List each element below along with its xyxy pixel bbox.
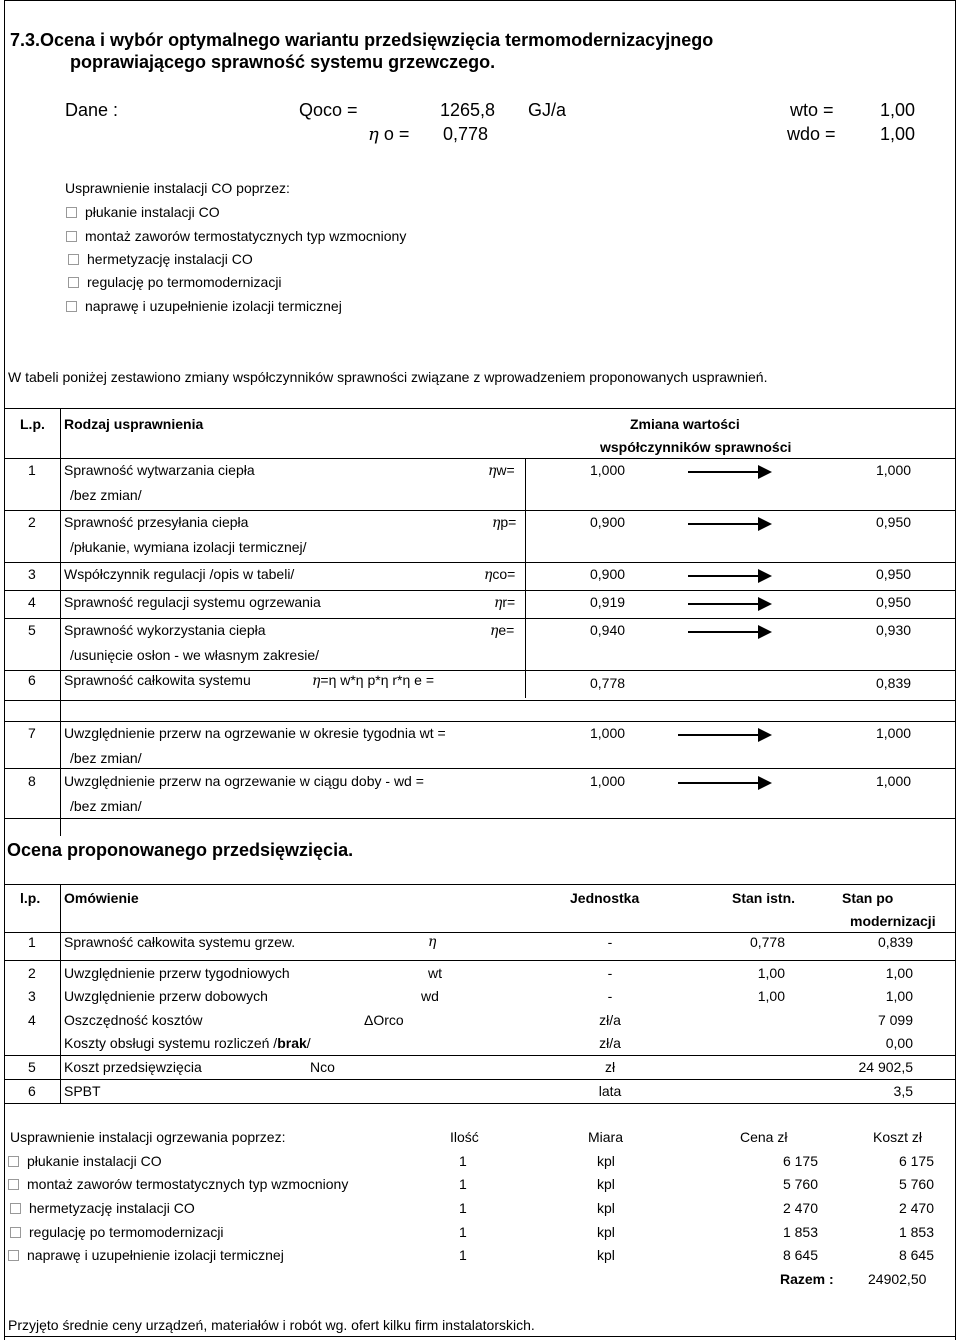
cost-price: 2 470: [782, 1200, 818, 1216]
row-lp: 6: [28, 672, 36, 688]
row-lp: 7: [28, 725, 36, 741]
table1-row-line: [5, 590, 955, 591]
arrow-icon: [678, 782, 768, 784]
frame-bottom: [4, 1336, 956, 1337]
symbol-text: p=: [500, 514, 517, 530]
ocena-head-stan-po2: modernizacji: [850, 913, 936, 929]
ocena-name-text: Uwzględnienie przerw tygodniowych: [64, 965, 290, 981]
footer-note: Przyjęto średnie ceny urządzeń, materiałów i robót wg. ofert kilku firm instalatorskich.: [8, 1317, 535, 1333]
ocena-name-text: Uwzględnienie przerw dobowych: [64, 988, 268, 1004]
row-after: 0,950: [876, 514, 912, 530]
checkbox-icon: [66, 207, 77, 218]
row-before: 0,919: [590, 594, 626, 610]
ocena-row-lp: 1: [28, 934, 36, 950]
ocena-name-text: Koszt przedsięwzięcia: [64, 1059, 202, 1075]
ocena-row-po: 3,5: [893, 1083, 913, 1099]
ocena-row-symbol: Nco: [310, 1059, 335, 1075]
row-before: 1,000: [590, 725, 626, 741]
symbol-text: e=: [498, 622, 515, 638]
table1-head-zmiana: Zmiana wartości: [630, 416, 740, 432]
table1-head-zmiana2: współczynników sprawności: [600, 439, 792, 455]
cost-qty: 1: [459, 1200, 467, 1216]
arrow-icon: [678, 734, 768, 736]
cost-qty: 1: [459, 1224, 467, 1240]
eta-symbol: η: [490, 623, 499, 639]
ocena-row-name: [64, 934, 295, 950]
eta-o-label: [368, 124, 409, 145]
table1-row-line: [5, 458, 955, 459]
ocena-row-po: 24 902,5: [858, 1059, 913, 1075]
qoco-label: Qoco =: [299, 100, 358, 120]
eta-o-text: o =: [383, 124, 410, 144]
table1-col-divider: [60, 408, 61, 836]
cost-total: 5 760: [898, 1176, 934, 1192]
ocena-row-po: 1,00: [885, 988, 913, 1004]
eta-symbol: η: [488, 463, 497, 479]
row-symbol: [488, 462, 515, 479]
cost-price: 5 760: [782, 1176, 818, 1192]
row-lp: 4: [28, 594, 36, 610]
ocena-row-unit: zł/a: [599, 1012, 621, 1028]
cost-item: [8, 1176, 348, 1192]
cost-unit: kpl: [597, 1200, 615, 1216]
ocena-heading: Ocena proponowanego przedsięwzięcia.: [7, 840, 354, 860]
row-name: Współczynnik regulacji /opis w tabeli/: [64, 566, 295, 582]
row-name: Sprawność przesyłania ciepła: [64, 514, 249, 530]
cost-item: [10, 1200, 195, 1216]
section-title-line2: poprawiającego sprawność systemu grzewczego.: [70, 52, 496, 72]
row-lp: 1: [28, 462, 36, 478]
row-after: 0,930: [876, 622, 912, 638]
wto-value: 1,00: [880, 100, 916, 120]
formula-text: =η w*η p*η r*η e =: [320, 672, 435, 688]
row-note: /bez zmian/: [70, 798, 142, 814]
eta-symbol: η: [492, 515, 501, 531]
improvement-item: [66, 228, 406, 244]
cost-unit: kpl: [597, 1176, 615, 1192]
row-lp: 2: [28, 514, 36, 530]
cost-qty: 1: [459, 1153, 467, 1169]
table1-head-lp: L.p.: [20, 416, 45, 432]
cost-item: [10, 1224, 224, 1240]
row-before: 0,900: [590, 566, 626, 582]
ocena-row-istn: 0,778: [749, 934, 785, 950]
row-before: 0,778: [590, 675, 626, 691]
row-after: 1,000: [876, 725, 912, 741]
ocena-row-name: [64, 1035, 311, 1051]
eta-symbol: η: [368, 124, 379, 145]
row-after: 0,839: [876, 675, 912, 691]
ocena-row-istn: 1,00: [757, 965, 785, 981]
costs-total-value: 24902,50: [868, 1271, 927, 1287]
improvements-heading: Usprawnienie instalacji CO poprzez:: [65, 180, 290, 196]
ocena-row-lp: 4: [28, 1012, 36, 1028]
cost-item: [8, 1247, 284, 1263]
improvement-item: [66, 204, 220, 220]
cost-price: 6 175: [782, 1153, 818, 1169]
frame-right: [955, 0, 956, 1340]
row-formula: [312, 672, 434, 689]
row-after: 0,950: [876, 594, 912, 610]
ocena-row-unit: lata: [598, 1083, 622, 1099]
row-note: /płukanie, wymiana izolacji termicznej/: [70, 539, 307, 555]
row-after: 1,000: [876, 462, 912, 478]
ocena-row-name: [64, 965, 290, 981]
row-name: Uwzględnienie przerw na ogrzewanie w ciągu doby - wd =: [64, 773, 424, 789]
ocena-name-text: Oszczędność kosztów: [64, 1012, 203, 1028]
ocena-head-lp: l.p.: [20, 890, 41, 906]
row-name: Sprawność wytwarzania ciepła: [64, 462, 255, 478]
cost-unit: kpl: [597, 1153, 615, 1169]
cost-unit: kpl: [597, 1247, 615, 1263]
qoco-value: 1265,8: [440, 100, 496, 120]
ocena-name-tail: /: [306, 1035, 311, 1051]
cost-total: 6 175: [898, 1153, 934, 1169]
ocena-row-lp: 5: [28, 1059, 36, 1075]
ocena-row-line: [5, 960, 955, 961]
checkbox-icon: [10, 1203, 21, 1214]
costs-head-name: Usprawnienie instalacji ogrzewania poprzez:: [10, 1129, 286, 1145]
costs-head-cena: Cena zł: [740, 1129, 788, 1145]
checkbox-icon: [66, 231, 77, 242]
eta-symbol: η: [484, 567, 493, 583]
frame-top: [4, 0, 956, 1]
ocena-row-lp: 2: [28, 965, 36, 981]
improvement-item: [68, 251, 253, 267]
cost-unit: kpl: [597, 1224, 615, 1240]
row-lp: 8: [28, 773, 36, 789]
eta-o-value: 0,778: [443, 124, 489, 144]
table1-row-line: [5, 670, 955, 671]
table1-row-line: [5, 768, 955, 769]
row-lp: 5: [28, 622, 36, 638]
ocena-row-symbol: ΔOrco: [364, 1012, 404, 1028]
table1-row-line: [5, 618, 955, 619]
dane-label: Dane :: [65, 100, 119, 120]
table1-sym-divider: [525, 458, 526, 698]
ocena-name-text: SPBT: [64, 1083, 101, 1099]
improvement-label: montaż zaworów termostatycznych typ wzmocniony: [85, 228, 407, 244]
wdo-label: wdo =: [787, 124, 836, 144]
improvement-item: [66, 298, 342, 314]
table1-top-border: [5, 408, 955, 409]
ocena-row-unit: zł/a: [599, 1035, 621, 1051]
ocena-row-name: [64, 988, 268, 1004]
arrow-icon: [688, 603, 768, 605]
ocena-name-bold: brak: [277, 1035, 307, 1051]
cost-item: [8, 1153, 162, 1169]
row-note: /bez zmian/: [70, 487, 142, 503]
table1-row-line: [5, 700, 955, 701]
table1-row-line: [5, 721, 955, 722]
improvement-label: płukanie instalacji CO: [85, 204, 220, 220]
ocena-row-unit: zł: [604, 1059, 616, 1075]
checkbox-icon: [8, 1156, 19, 1167]
checkbox-icon: [66, 301, 77, 312]
improvement-item: [68, 274, 282, 290]
ocena-row-unit: -: [607, 965, 613, 981]
cost-item-label: regulację po termomodernizacji: [29, 1224, 224, 1240]
cost-price: 1 853: [782, 1224, 818, 1240]
cost-item-label: płukanie instalacji CO: [27, 1153, 162, 1169]
symbol-text: co=: [492, 566, 516, 582]
row-after: 1,000: [876, 773, 912, 789]
ocena-row-istn: 1,00: [757, 988, 785, 1004]
eta-symbol: η: [494, 595, 503, 611]
cost-price: 8 645: [782, 1247, 818, 1263]
ocena-row-po: 0,00: [885, 1035, 913, 1051]
row-symbol: [494, 594, 515, 611]
ocena-head-stan-istn: Stan istn.: [732, 890, 796, 906]
ocena-row-lp: 3: [28, 988, 36, 1004]
cost-total: 2 470: [898, 1200, 934, 1216]
table1-row-line: [5, 510, 955, 511]
ocena-head-omowienie: Omówienie: [64, 890, 139, 906]
row-before: 1,000: [590, 462, 626, 478]
row-symbol: [492, 514, 516, 531]
table1-head-rodzaj: Rodzaj usprawnienia: [64, 416, 204, 432]
ocena-row-line: [5, 1055, 955, 1056]
checkbox-icon: [8, 1250, 19, 1261]
costs-head-ilosc: Ilość: [450, 1129, 479, 1145]
cost-item-label: montaż zaworów termostatycznych typ wzmocniony: [27, 1176, 349, 1192]
ocena-row-symbol: wt: [428, 965, 442, 981]
wto-label: wto =: [790, 100, 834, 120]
arrow-icon: [688, 575, 768, 577]
checkbox-icon: [10, 1227, 21, 1238]
ocena-row-po: 1,00: [885, 965, 913, 981]
row-name: Sprawność regulacji systemu ogrzewania: [64, 594, 321, 610]
ocena-row-name: [64, 1059, 202, 1075]
cost-total: 8 645: [898, 1247, 934, 1263]
costs-head-miara: Miara: [588, 1129, 624, 1145]
ocena-row-symbol: wd: [421, 988, 439, 1004]
improvement-label: regulację po termomodernizacji: [87, 274, 282, 290]
arrow-icon: [688, 523, 768, 525]
row-before: 0,940: [590, 622, 626, 638]
ocena-row-unit: -: [607, 988, 613, 1004]
improvement-label: hermetyzację instalacji CO: [87, 251, 253, 267]
symbol-text: r=: [502, 594, 516, 610]
row-after: 0,950: [876, 566, 912, 582]
ocena-row-unit: -: [607, 934, 613, 950]
ocena-row-name: [64, 1083, 101, 1099]
table1-row-line: [5, 562, 955, 563]
cost-qty: 1: [459, 1247, 467, 1263]
wdo-value: 1,00: [880, 124, 916, 144]
row-name: Sprawność całkowita systemu: [64, 672, 251, 688]
row-note: /usunięcie osłon - we własnym zakresie/: [70, 647, 319, 663]
symbol-text: w=: [496, 462, 515, 478]
cost-total: 1 853: [898, 1224, 934, 1240]
ocena-top-border: [5, 884, 955, 885]
costs-head-koszt: Koszt zł: [873, 1129, 923, 1145]
row-lp: 3: [28, 566, 36, 582]
row-before: 0,900: [590, 514, 626, 530]
ocena-row-line: [5, 932, 955, 933]
eta-symbol: η: [312, 673, 321, 689]
qoco-unit: GJ/a: [528, 100, 567, 120]
table1-row-line: [5, 818, 955, 819]
row-note: /bez zmian/: [70, 750, 142, 766]
intro-text: W tabeli poniżej zestawiono zmiany współczynników sprawności związane z wprowadzeniem proponowanych usprawnień.: [8, 369, 768, 385]
improvement-label: naprawę i uzupełnienie izolacji termicznej: [85, 298, 342, 314]
checkbox-icon: [68, 277, 79, 288]
ocena-head-stan-po: Stan po: [842, 890, 894, 906]
cost-qty: 1: [459, 1176, 467, 1192]
cost-item-label: naprawę i uzupełnienie izolacji termicznej: [27, 1247, 284, 1263]
row-symbol: [484, 566, 515, 583]
arrow-icon: [688, 631, 768, 633]
ocena-col-divider: [60, 884, 61, 1104]
row-name: Sprawność wykorzystania ciepła: [64, 622, 266, 638]
row-before: 1,000: [590, 773, 626, 789]
ocena-row-po: 7 099: [877, 1012, 913, 1028]
ocena-name-text: Sprawność całkowita systemu grzew.: [64, 934, 296, 950]
ocena-head-jednostka: Jednostka: [570, 890, 640, 906]
checkbox-icon: [68, 254, 79, 265]
ocena-row-po: 0,839: [877, 934, 913, 950]
row-name: Uwzględnienie przerw na ogrzewanie w okresie tygodnia wt =: [64, 725, 446, 741]
ocena-name-text: Koszty obsługi systemu rozliczeń /: [64, 1035, 278, 1051]
row-symbol: [490, 622, 514, 639]
ocena-row-name: [64, 1012, 203, 1028]
section-title: 7.3.Ocena i wybór optymalnego wariantu przedsięwzięcia termomodernizacyjnego: [10, 30, 714, 50]
ocena-row-line: [5, 1103, 955, 1104]
arrow-icon: [688, 471, 768, 473]
ocena-row-symbol: η: [428, 934, 437, 950]
ocena-row-line: [5, 1079, 955, 1080]
cost-item-label: hermetyzację instalacji CO: [29, 1200, 195, 1216]
checkbox-icon: [8, 1179, 19, 1190]
costs-total-label: Razem :: [780, 1271, 834, 1287]
ocena-row-lp: 6: [28, 1083, 36, 1099]
